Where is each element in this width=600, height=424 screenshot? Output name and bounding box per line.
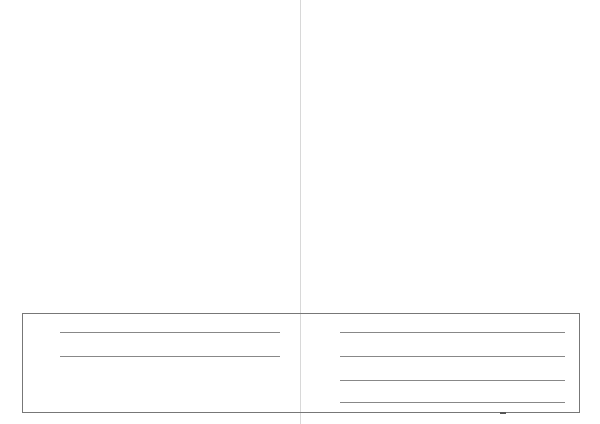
signature-area <box>22 313 580 413</box>
buyer-name-line <box>340 356 565 357</box>
buyer-address-line <box>340 332 565 333</box>
guarantor-address-line <box>340 380 565 381</box>
stamp-tax-box <box>500 412 506 414</box>
seller-address-line <box>60 332 280 333</box>
guarantor-name-line <box>340 402 565 403</box>
seller-name-line <box>60 356 280 357</box>
